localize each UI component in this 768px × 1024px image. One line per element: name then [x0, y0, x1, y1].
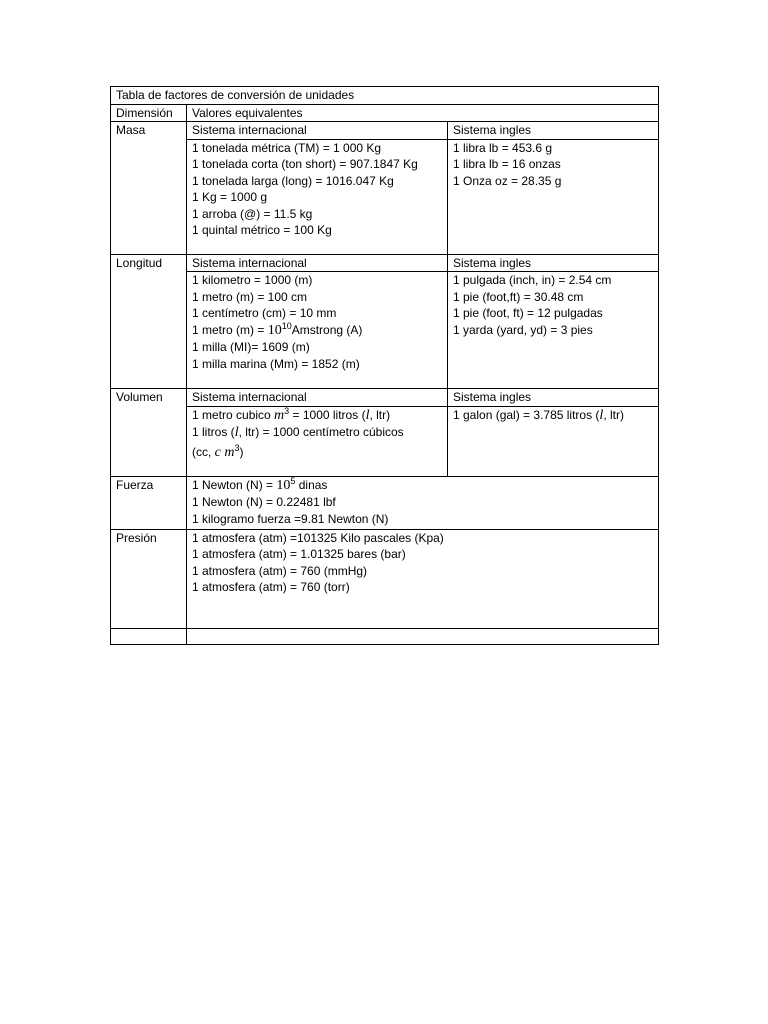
volumen-si-title: Sistema internacional: [187, 389, 448, 407]
list-item: 1 Newton (N) = 0.22481 lbf: [192, 495, 336, 509]
empty-row: [111, 628, 659, 644]
list-item: 1 litros (l, ltr) = 1000 centímetro cúbicos: [192, 425, 404, 440]
conversion-table: [110, 86, 659, 645]
masa-si-cell: [187, 139, 448, 254]
list-item: 1 galon (gal) = 3.785 litros (l, ltr): [453, 407, 624, 423]
presion-row: [111, 529, 659, 628]
table-title: Tabla de factores de conversión de unidades: [111, 87, 659, 105]
volumen-en-title: Sistema ingles: [448, 389, 659, 407]
longitud-header-row: [111, 254, 659, 272]
list-item: 1 libra lb = 16 onzas: [453, 157, 561, 171]
list-item: 1 libra lb = 453.6 g: [453, 140, 553, 155]
masa-label: Masa: [111, 122, 187, 255]
list-item: 1 pie (foot, ft) = 12 pulgadas: [453, 306, 603, 320]
list-item: 1 kilogramo fuerza =9.81 Newton (N): [192, 511, 389, 526]
fuerza-cell: [187, 476, 659, 529]
fuerza-label: Fuerza: [111, 476, 187, 529]
header-row: [111, 104, 659, 122]
list-item: 1 tonelada métrica (TM) = 1 000 Kg: [192, 140, 382, 155]
fuerza-row: [111, 476, 659, 529]
list-item: 1 milla marina (Mm) = 1852 (m): [192, 356, 360, 371]
list-item: 1 milla (MI)= 1609 (m): [192, 340, 310, 354]
list-item: 1 metro cubico $m^3 = 1000$ litros (l, ltr): [192, 406, 391, 423]
empty-cell: [187, 628, 659, 644]
header-values: Valores equivalentes: [187, 104, 659, 122]
masa-en-cell: [448, 139, 659, 254]
list-item: 1 atmosfera (atm) = 1.01325 bares (bar): [192, 547, 406, 561]
longitud-si-cell: [187, 272, 448, 389]
list-item: 1 kilometro = 1000 (m): [192, 273, 313, 287]
title-row: [111, 87, 659, 105]
masa-en-title: Sistema ingles: [448, 122, 659, 140]
list-item: 1 tonelada corta (ton short) = 907.1847 Kg: [192, 157, 418, 171]
presion-label: Presión: [111, 529, 187, 628]
longitud-values-row: [111, 272, 659, 389]
list-item: 1 metro $(m) = 10^{10}Amstrong$ (A): [192, 320, 363, 338]
list-item: 1 arroba (@) = 11.5 kg: [192, 206, 313, 221]
list-item: 1 pulgada (inch, in) = 2.54 cm: [453, 273, 612, 287]
longitud-en-title: Sistema ingles: [448, 254, 659, 272]
list-item: 1 centímetro (cm) = 10 mm: [192, 306, 337, 320]
list-item: 1 yarda (yard, yd) = 3 pies: [453, 322, 593, 337]
longitud-en-cell: [448, 272, 659, 389]
volumen-values-row: [111, 406, 659, 476]
masa-si-title: Sistema internacional: [187, 122, 448, 140]
list-item: 1 atmosfera (atm) = 760 (torr): [192, 580, 350, 594]
list-item: 1 atmosfera (atm) = 760 (mmHg): [192, 563, 368, 578]
longitud-label: Longitud: [111, 254, 187, 389]
list-item: 1 Newton $(N) = 10^5$ dinas: [192, 476, 328, 493]
list-item: (cc, c $m^3$): [192, 442, 244, 460]
list-item: 1 quintal métrico = 100 Kg: [192, 223, 332, 237]
list-item: 1 tonelada larga (long) = 1016.047 Kg: [192, 173, 394, 188]
list-item: 1 metro (m) = 100 cm: [192, 289, 308, 304]
longitud-si-title: Sistema internacional: [187, 254, 448, 272]
list-item: 1 Kg = 1000 g: [192, 190, 268, 204]
header-dimension: Dimensión: [111, 104, 187, 122]
volumen-si-cell: [187, 406, 448, 476]
masa-values-row: [111, 139, 659, 254]
list-item: 1 atmosfera (atm) =101325 Kilo pascales (Kpa): [192, 530, 444, 545]
list-item: 1 Onza oz = 28.35 g: [453, 173, 562, 188]
presion-cell: [187, 529, 659, 628]
volumen-label: Volumen: [111, 389, 187, 477]
masa-header-row: [111, 122, 659, 140]
volumen-header-row: [111, 389, 659, 407]
empty-cell: [111, 628, 187, 644]
list-item: 1 pie (foot,ft) = 30.48 cm: [453, 289, 584, 304]
volumen-en-cell: [448, 406, 659, 476]
